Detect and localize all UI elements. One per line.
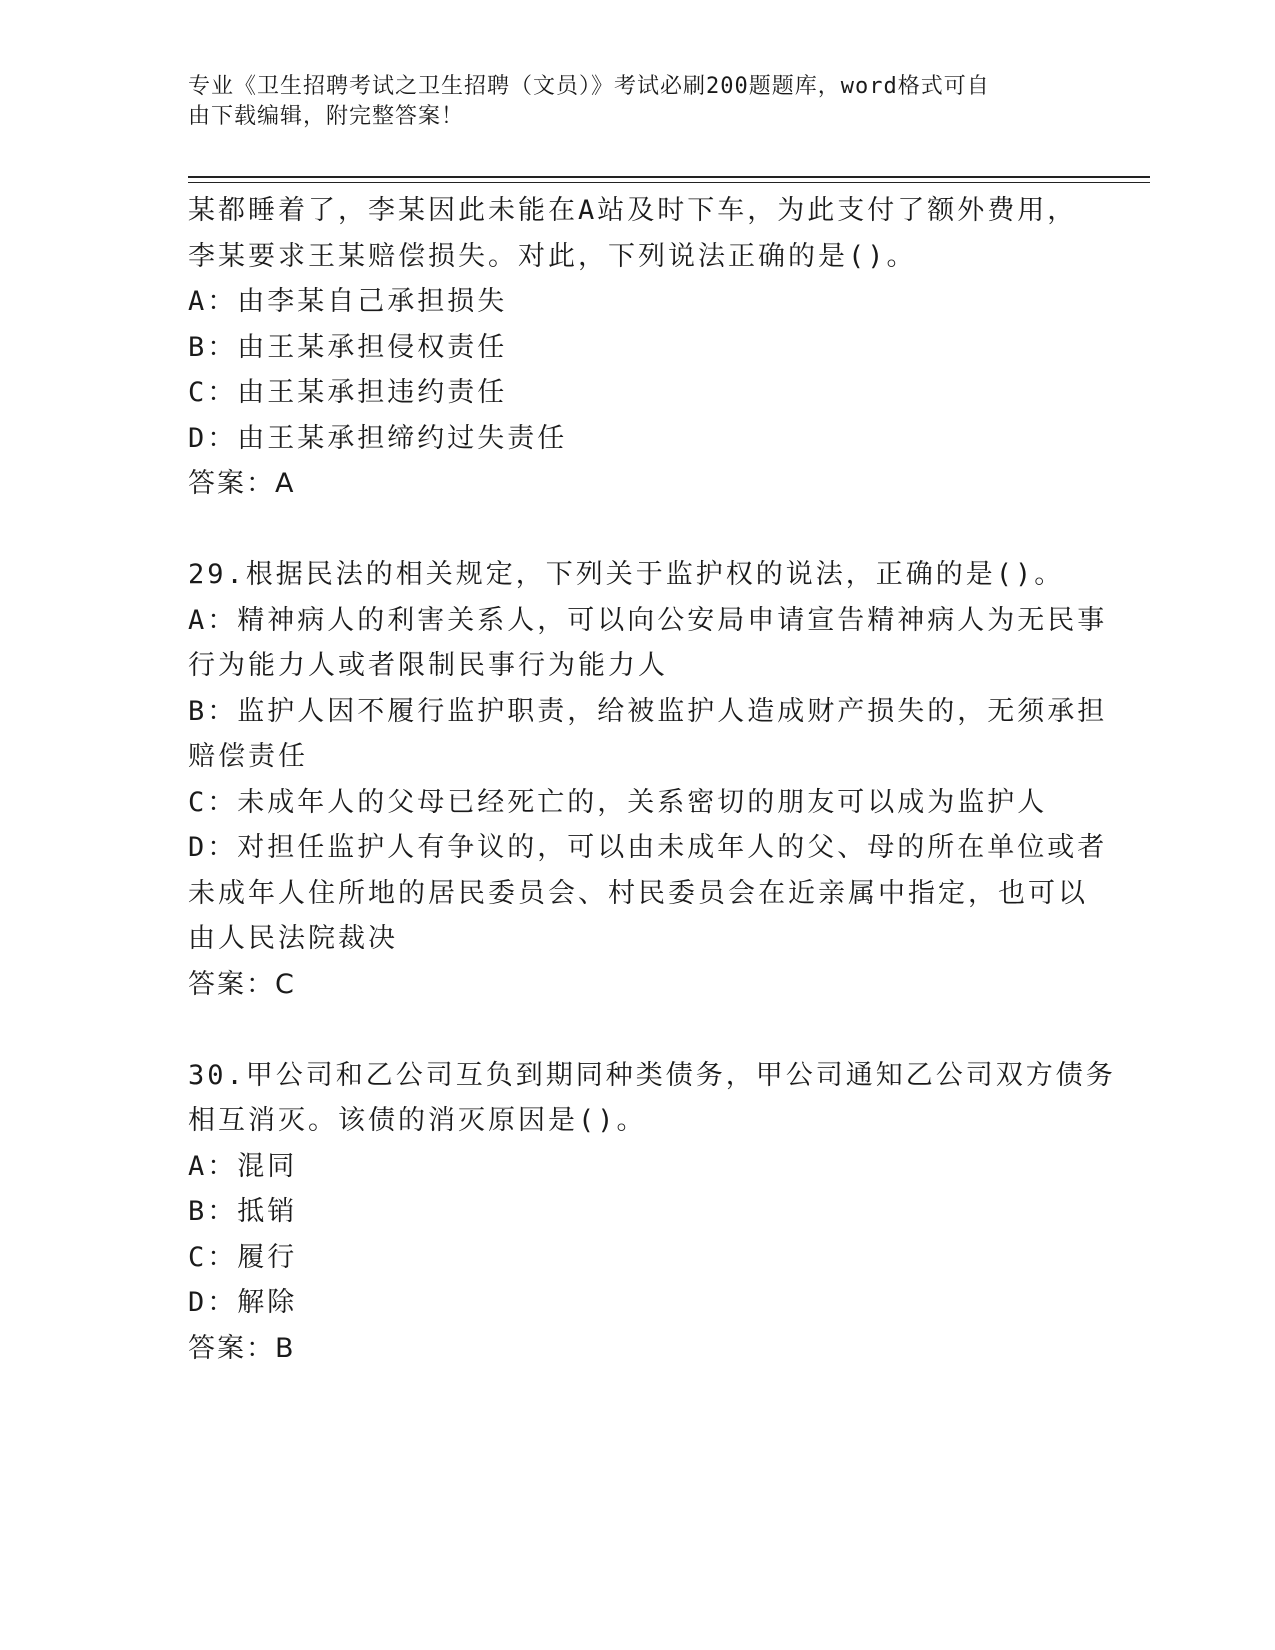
question-29 <box>188 552 1108 1007</box>
option-d-continued: 未成年人住所地的居民委员会、村民委员会在近亲属中指定，也可以 <box>188 877 1088 909</box>
option-c: C：由王某承担违约责任 <box>188 377 508 408</box>
question-stem-line: 相互消灭。该债的消灭原因是()。 <box>188 1105 647 1136</box>
question-30 <box>188 1053 1116 1372</box>
answer-label: 答案：B <box>188 1332 296 1364</box>
header-divider-thin <box>188 182 1150 183</box>
option-b: B：监护人因不履行监护职责，给被监护人造成财产损失的，无须承担 <box>188 695 1108 727</box>
option-d: D：解除 <box>188 1287 298 1318</box>
question-stem-line: 李某要求王某赔偿损失。对此，下列说法正确的是()。 <box>188 240 917 272</box>
header-divider-thick <box>188 176 1150 178</box>
option-a: A：由李某自己承担损失 <box>188 286 508 317</box>
question-content <box>188 188 1116 1371</box>
option-a: A：混同 <box>188 1150 298 1182</box>
option-c: C：未成年人的父母已经死亡的，关系密切的朋友可以成为监护人 <box>188 786 1048 818</box>
option-b-continued: 赔偿责任 <box>188 741 308 772</box>
option-a: A：精神病人的利害关系人，可以向公安局申请宣告精神病人为无民事 <box>188 604 1108 636</box>
answer-label: 答案：C <box>188 968 296 1000</box>
question-stem-line: 30.甲公司和乙公司互负到期同种类债务，甲公司通知乙公司双方债务 <box>188 1059 1116 1091</box>
header-line-1: 专业《卫生招聘考试之卫生招聘（文员）》考试必刷200题题库，word格式可自 <box>188 74 990 99</box>
option-d: D：对担任监护人有争议的，可以由未成年人的父、母的所在单位或者 <box>188 832 1108 863</box>
document-header <box>188 72 1088 132</box>
question-stem-line: 某都睡着了，李某因此未能在A站及时下车，为此支付了额外费用， <box>188 195 1078 226</box>
option-b: B：由王某承担侵权责任 <box>188 331 508 363</box>
option-a-continued: 行为能力人或者限制民事行为能力人 <box>188 650 668 681</box>
option-d-continued: 由人民法院裁决 <box>188 923 398 954</box>
spacer <box>188 1007 1088 1053</box>
spacer <box>188 507 1088 553</box>
question-stem-line: 29.根据民法的相关规定，下列关于监护权的说法，正确的是()。 <box>188 559 1065 590</box>
option-c: C：履行 <box>188 1241 298 1273</box>
question-28 <box>188 188 1088 507</box>
header-line-2: 由下载编辑，附完整答案！ <box>188 104 465 129</box>
option-d: D：由王某承担缔约过失责任 <box>188 422 568 454</box>
option-b: B：抵销 <box>188 1196 298 1227</box>
answer-label: 答案：A <box>188 468 296 499</box>
